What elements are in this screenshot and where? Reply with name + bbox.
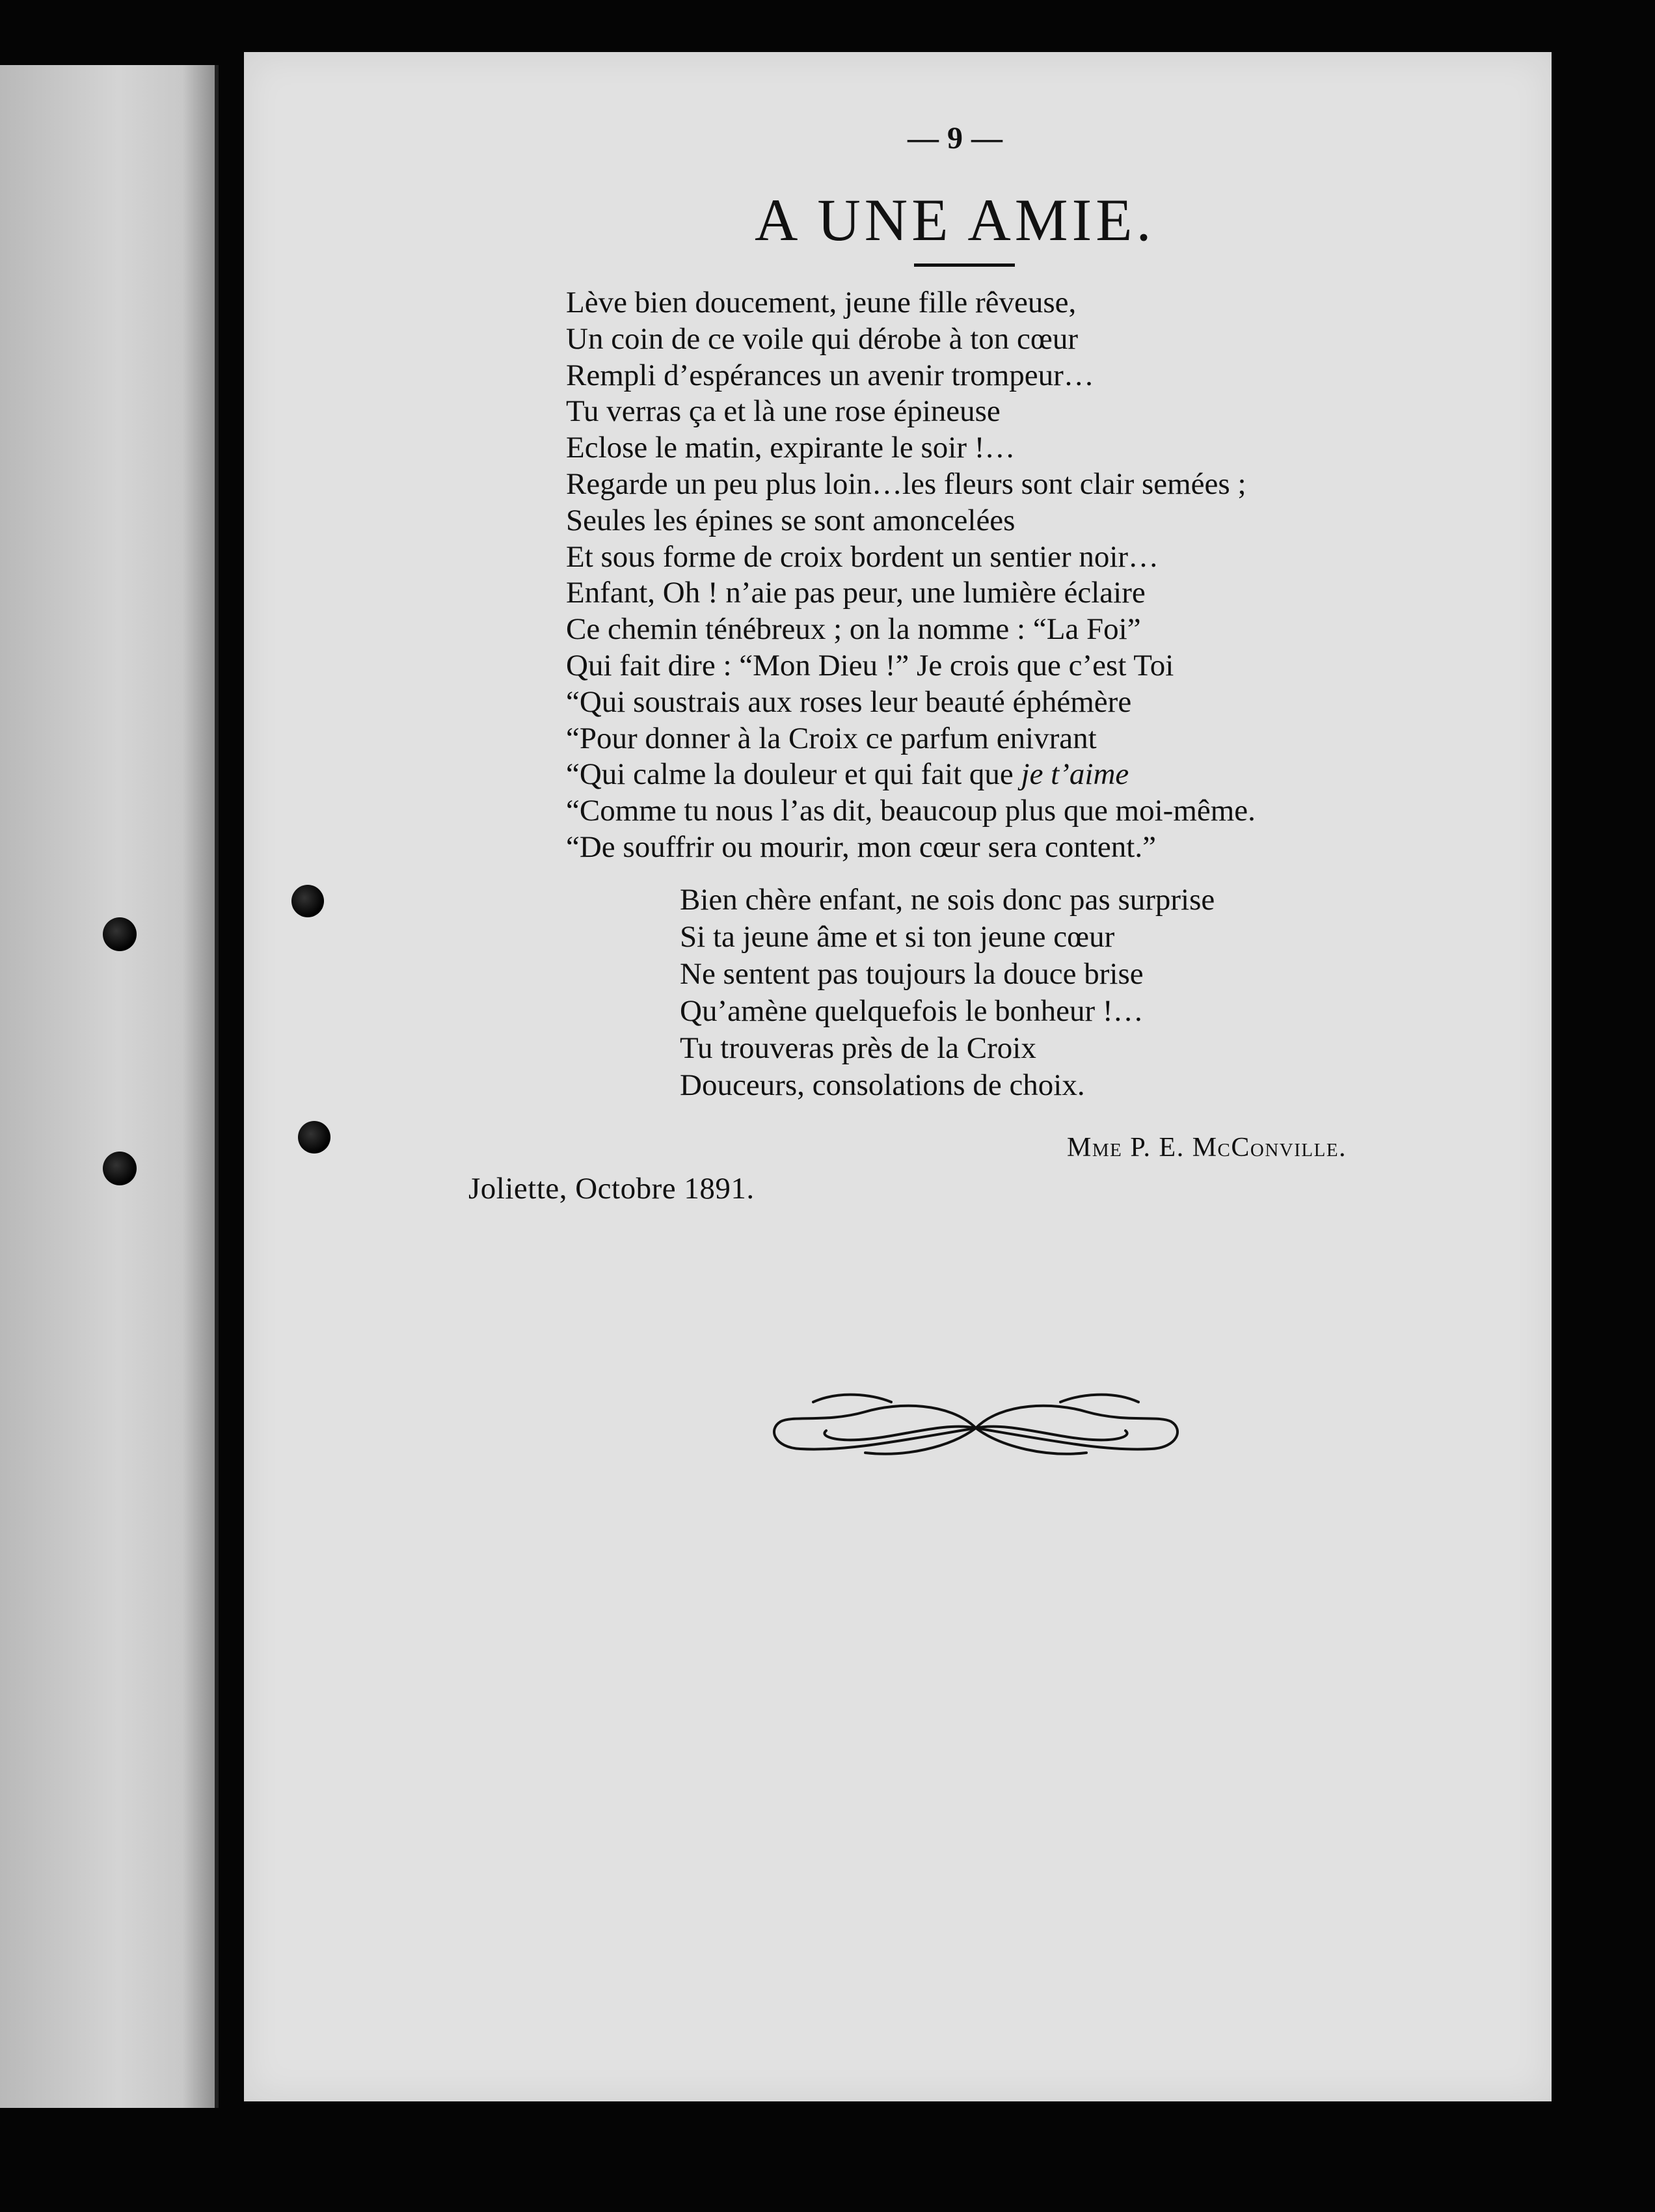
poem-line: Ne sentent pas toujours la douce brise — [680, 957, 1144, 991]
previous-page-edge — [0, 65, 219, 2108]
poem-line: Ce chemin ténébreux ; on la nomme : “La Foi” — [566, 612, 1141, 647]
poem-line: Et sous forme de croix bordent un sentier noir… — [566, 539, 1159, 574]
poem-line: Bien chère enfant, ne sois donc pas surprise — [680, 883, 1215, 917]
poem-italic-phrase: je t’aime — [1021, 757, 1129, 792]
poem-line: Un coin de ce voile qui dérobe à ton cœur — [566, 321, 1078, 356]
poem-line: “De souffrir ou mourir, mon cœur sera content.” — [566, 830, 1156, 864]
poem-line: Rempli d’espérances un avenir trompeur… — [566, 358, 1094, 392]
poem-line: Qu’amène quelquefois le bonheur !… — [680, 994, 1144, 1028]
title-underline — [914, 263, 1015, 267]
poem-line: “Comme tu nous l’as dit, beaucoup plus que moi-même. — [566, 794, 1256, 828]
poem-line-text: “Qui calme la douleur et qui fait que — [566, 757, 1014, 792]
poem-line: Regarde un peu plus loin…les fleurs sont clair semées ; — [566, 466, 1246, 501]
binding-hole — [291, 885, 324, 917]
poem-line: Lève bien doucement, jeune fille rêveuse, — [566, 286, 1077, 319]
poem-line: Seules les épines se sont amoncelées — [566, 503, 1016, 537]
author-signature: Mme P. E. McConville. — [1067, 1133, 1347, 1163]
binding-hole — [298, 1121, 330, 1153]
page-number: — 9 — — [908, 121, 1003, 155]
binding-hole — [103, 1152, 137, 1185]
poem-line: “Pour donner à la Croix ce parfum enivrant — [566, 721, 1097, 755]
poem-stanza-1 — [566, 285, 1256, 866]
poem-line: “Qui soustrais aux roses leur beauté éphémère — [566, 684, 1132, 719]
poem-line: Tu verras ça et là une rose épineuse — [566, 394, 1001, 429]
poem-line: Tu trouveras près de la Croix — [680, 1031, 1036, 1065]
binding-hole — [103, 917, 137, 951]
poem-line: Eclose le matin, expirante le soir !… — [566, 431, 1016, 465]
poem-stanza-2 — [680, 882, 1215, 1104]
poem-line: Qui fait dire : “Mon Dieu !” Je crois que c’est Toi — [566, 648, 1174, 682]
place-and-date: Joliette, Octobre 1891. — [468, 1172, 755, 1206]
poem-line: Si ta jeune âme et si ton jeune cœur — [680, 920, 1115, 954]
decorative-flourish-ornament — [768, 1376, 1184, 1480]
poem-line: Douceurs, consolations de choix. — [680, 1068, 1085, 1102]
poem-line: Enfant, Oh ! n’aie pas peur, une lumière éclaire — [566, 576, 1146, 610]
poem-title: A UNE AMIE. — [755, 187, 1155, 253]
poem-line — [566, 757, 1256, 793]
